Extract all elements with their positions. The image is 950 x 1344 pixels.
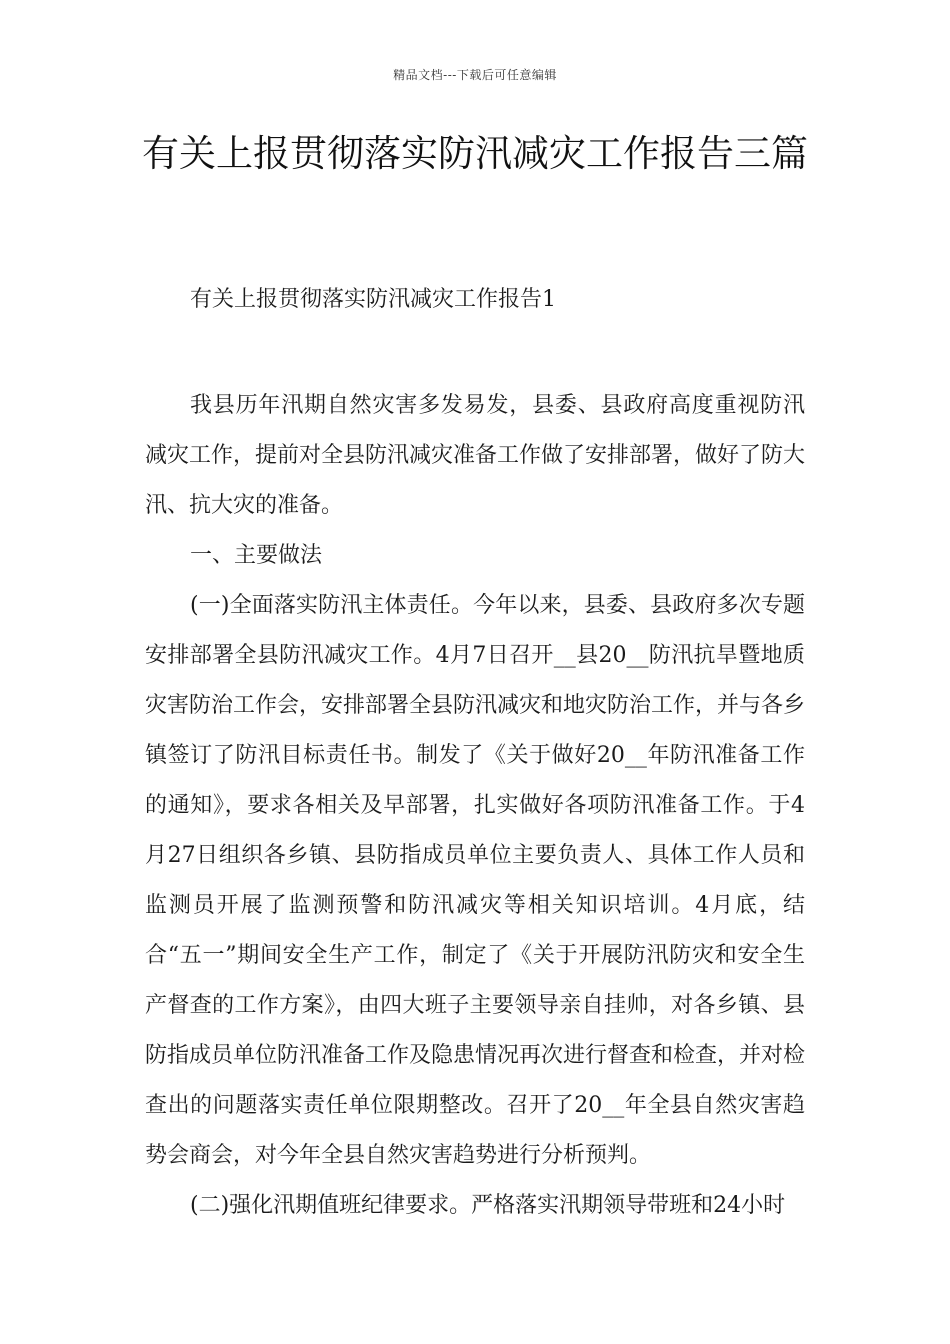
document-body xyxy=(145,381,805,1231)
paragraph-intro: 我县历年汛期自然灾害多发易发，县委、县政府高度重视防汛减灾工作，提前对全县防汛减灾准备工作做了安排部署，做好了防大汛、抗大灾的准备。 xyxy=(145,393,806,518)
paragraph-responsibility: (一)全面落实防汛主体责任。今年以来，县委、县政府多次专题安排部署全县防汛减灾工作。4月7日召开__县20__防汛抗旱暨地质灾害防治工作会，安排部署全县防汛减灾和地灾防治工作，并与各乡镇签订了防汛目标责任书。制发了《关于做好20__年防汛准备工作的通知》，要求各相关及早部署，扎实做好各项防汛准备工作。于4月27日组织各乡镇、县防指成员单位主要负责人、具体工作人员和监测员开展了监测预警和防汛减灾等相关知识培训。4月底，结合“五一”期间安全生产工作，制定了《关于开展防汛防灾和安全生产督查的工作方案》，由四大班子主要领导亲自挂帅，对各乡镇、县防指成员单位防汛准备工作及隐患情况再次进行督查和检查，并对检查出的问题落实责任单位限期整改。召开了20__年全县自然灾害趋势会商会，对今年全县自然灾害趋势进行分析预判。 xyxy=(145,593,806,1168)
document-title: 有关上报贯彻落实防汛减灾工作报告三篇 xyxy=(142,132,808,175)
section-heading-main-practices: 一、主要做法 xyxy=(190,543,323,568)
section-subtitle: 有关上报贯彻落实防汛减灾工作报告1 xyxy=(190,287,556,312)
paragraph-duty-discipline: (二)强化汛期值班纪律要求。严格落实汛期领导带班和24小时 xyxy=(190,1193,786,1218)
page-header: 精品文档---下载后可任意编辑 xyxy=(393,68,557,82)
